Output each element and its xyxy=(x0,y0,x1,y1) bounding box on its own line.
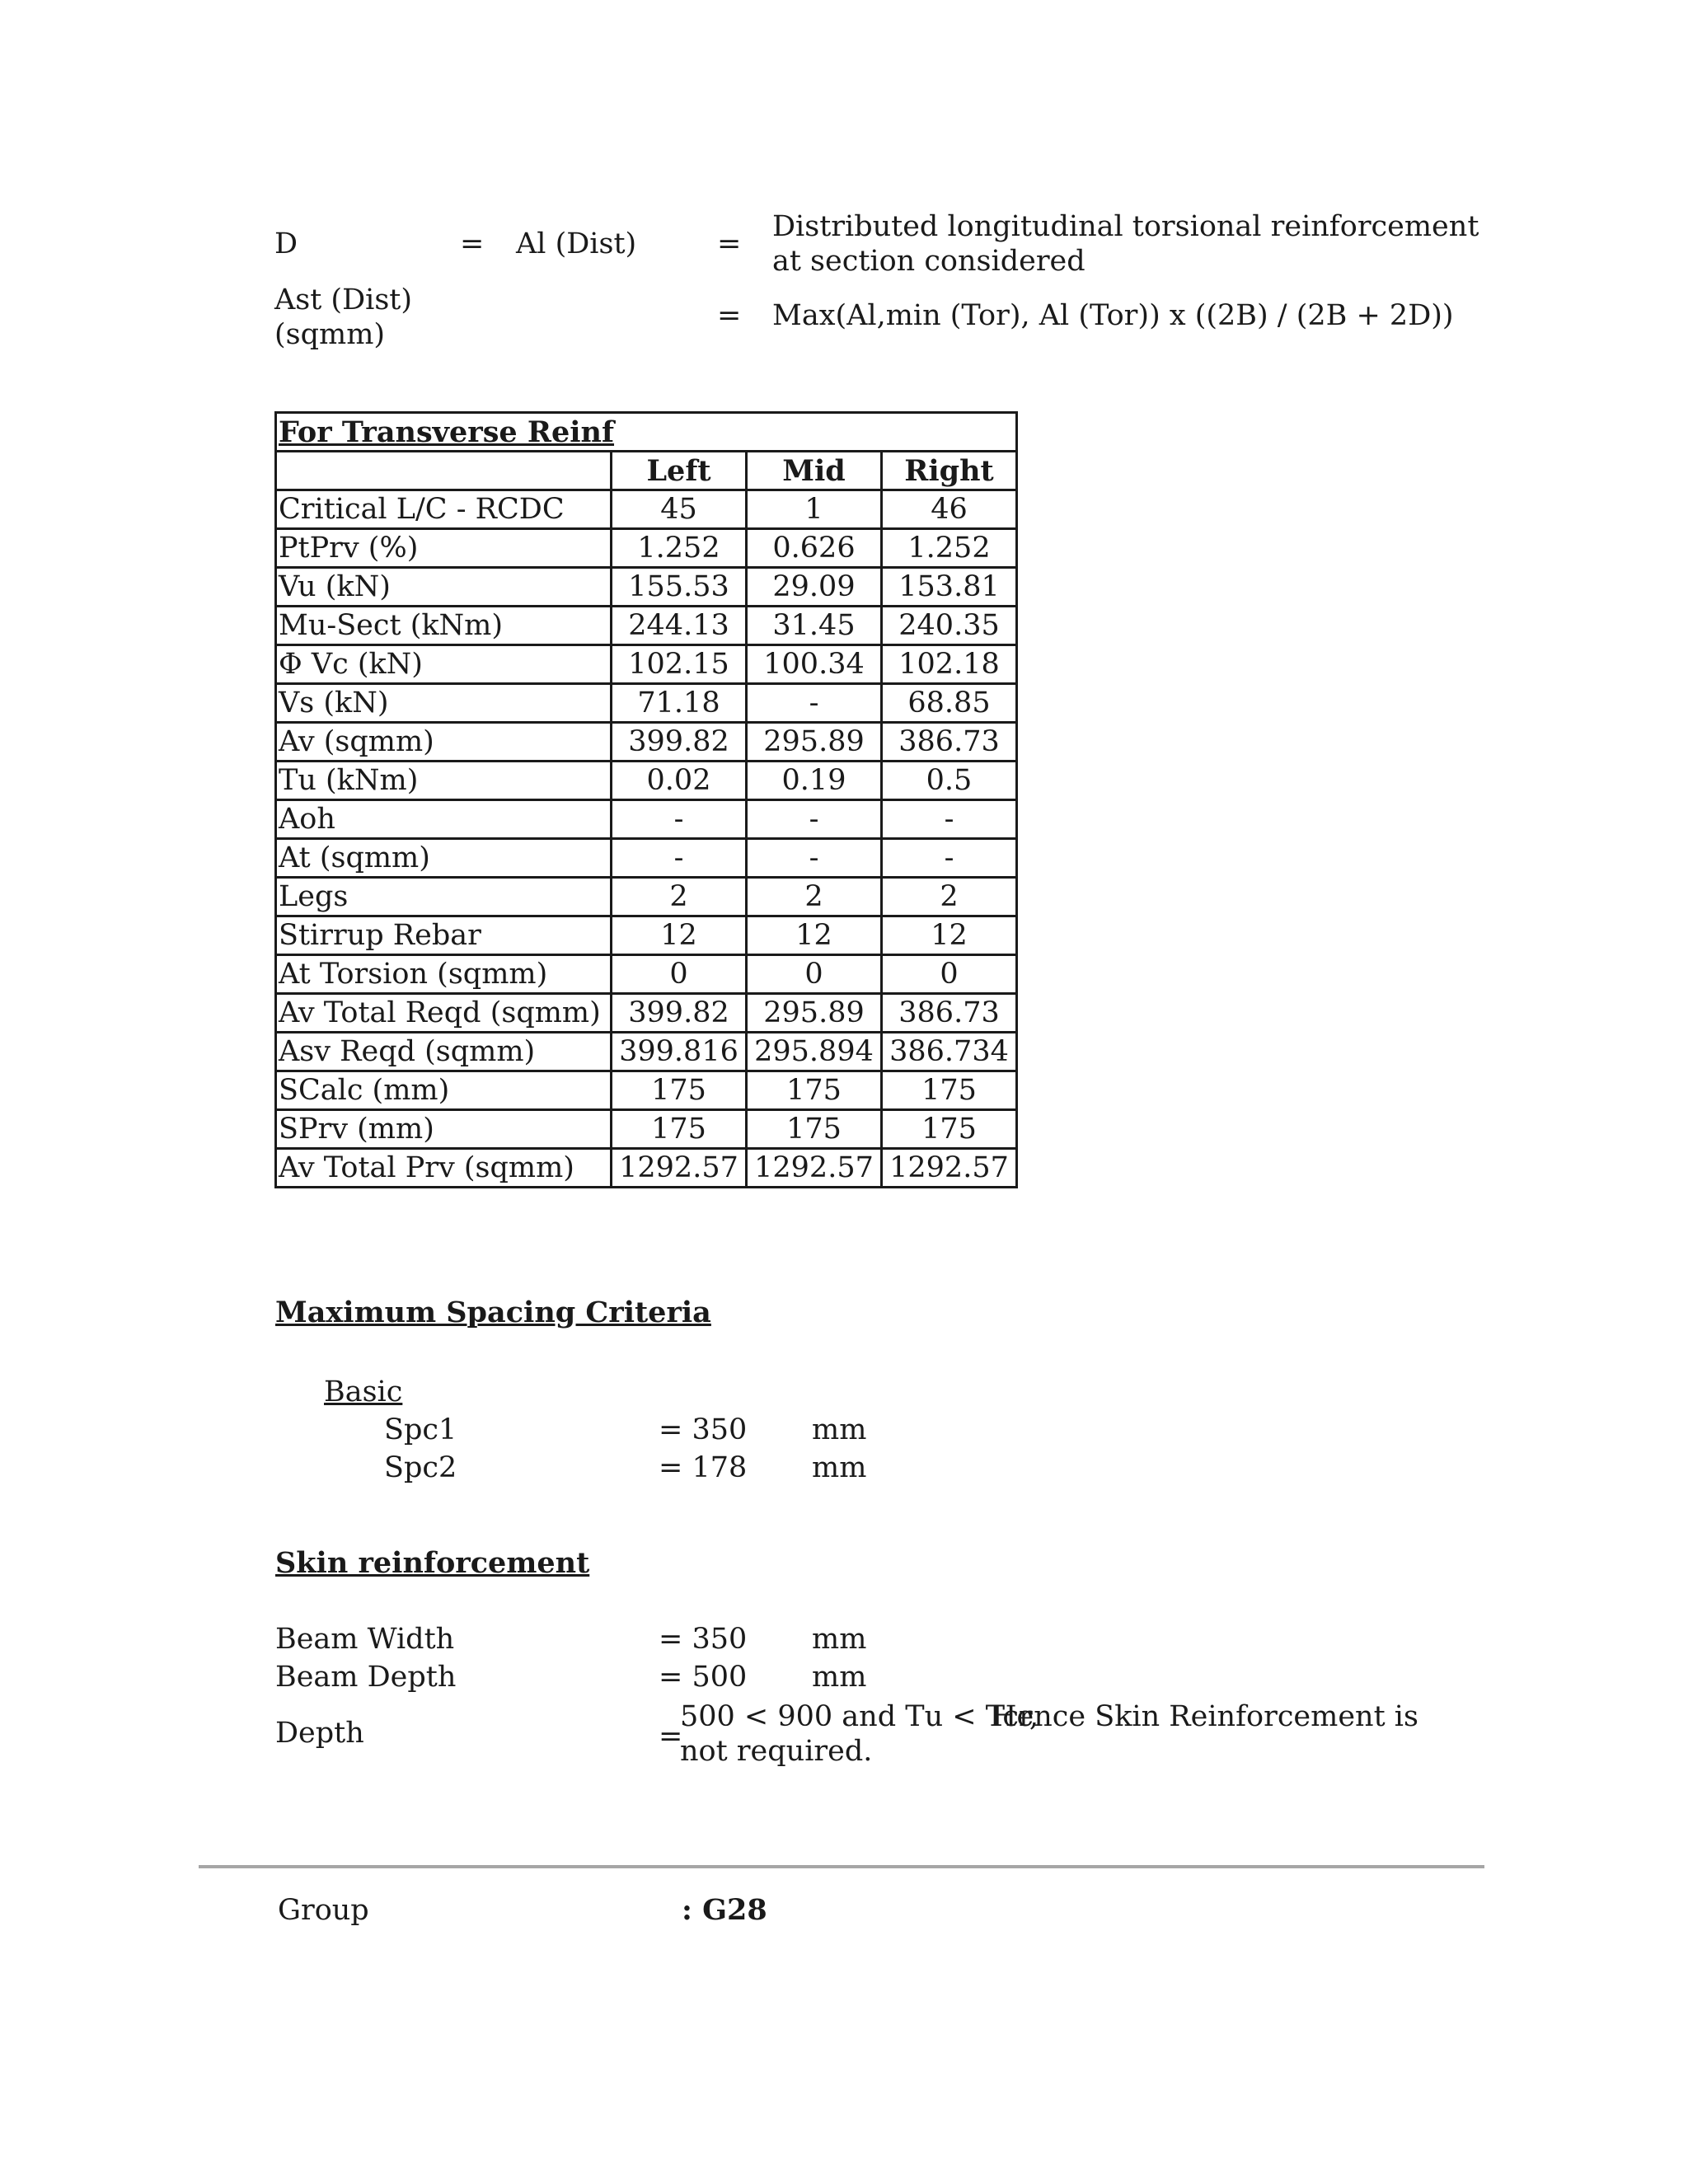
depth-label: Depth xyxy=(275,1717,364,1750)
beam-width-value: = 350 xyxy=(659,1623,748,1656)
row-label: Av Total Prv (sqmm) xyxy=(276,1149,612,1188)
cell-mid: 0.19 xyxy=(747,762,882,800)
cell-right: 12 xyxy=(882,916,1017,955)
cell-right: - xyxy=(882,839,1017,878)
def2-formula: Max(Al,min (Tor), Al (Tor)) x ((2B) / (2B + 2D)) xyxy=(772,299,1454,332)
table-row xyxy=(276,762,1017,800)
cell-right: - xyxy=(882,800,1017,839)
def-desc-line1: Distributed longitudinal torsional reinforcement xyxy=(772,210,1479,243)
cell-mid: - xyxy=(747,800,882,839)
table-row xyxy=(276,878,1017,916)
cell-mid: 31.45 xyxy=(747,607,882,645)
cell-mid: 0.626 xyxy=(747,529,882,568)
skin-heading: Skin reinforcement xyxy=(275,1546,590,1580)
spc2-unit: mm xyxy=(812,1451,867,1484)
depth-text-line1b: Hence Skin Reinforcement is xyxy=(992,1700,1418,1733)
cell-left: 2 xyxy=(612,878,747,916)
cell-left: 244.13 xyxy=(612,607,747,645)
cell-left: 45 xyxy=(612,490,747,529)
cell-left: - xyxy=(612,800,747,839)
cell-left: 399.816 xyxy=(612,1033,747,1071)
row-label: Av (sqmm) xyxy=(276,723,612,762)
cell-mid: 100.34 xyxy=(747,645,882,684)
cell-mid: 1 xyxy=(747,490,882,529)
cell-mid: 1292.57 xyxy=(747,1149,882,1188)
cell-left: 399.82 xyxy=(612,723,747,762)
cell-left: - xyxy=(612,839,747,878)
cell-left: 1292.57 xyxy=(612,1149,747,1188)
table-row xyxy=(276,994,1017,1033)
cell-mid: - xyxy=(747,684,882,723)
cell-right: 175 xyxy=(882,1071,1017,1110)
row-label: SCalc (mm) xyxy=(276,1071,612,1110)
def-label-d: D xyxy=(274,227,298,260)
row-label: Asv Reqd (sqmm) xyxy=(276,1033,612,1071)
beam-width-label: Beam Width xyxy=(275,1623,455,1656)
beam-depth-label: Beam Depth xyxy=(275,1661,457,1694)
transverse-reinf-table xyxy=(274,411,1018,1188)
footer-group-label: Group xyxy=(278,1894,369,1927)
table-row xyxy=(276,800,1017,839)
row-label: Vu (kN) xyxy=(276,568,612,607)
header-left: Left xyxy=(612,452,747,490)
spc1-label: Spc1 xyxy=(384,1413,457,1446)
table-header-row xyxy=(276,452,1017,490)
cell-right: 386.73 xyxy=(882,723,1017,762)
cell-mid: 29.09 xyxy=(747,568,882,607)
table-caption-row xyxy=(276,413,1017,452)
depth-eq: = xyxy=(659,1720,683,1753)
cell-right: 2 xyxy=(882,878,1017,916)
table-row xyxy=(276,490,1017,529)
def-desc-line2: at section considered xyxy=(772,245,1085,278)
cell-left: 0 xyxy=(612,955,747,994)
row-label: At Torsion (sqmm) xyxy=(276,955,612,994)
row-label: Stirrup Rebar xyxy=(276,916,612,955)
cell-right: 102.18 xyxy=(882,645,1017,684)
table-row xyxy=(276,529,1017,568)
depth-text-line2: not required. xyxy=(680,1735,873,1768)
cell-right: 175 xyxy=(882,1110,1017,1149)
def2-label-line1: Ast (Dist) xyxy=(274,284,413,316)
cell-right: 240.35 xyxy=(882,607,1017,645)
cell-right: 0.5 xyxy=(882,762,1017,800)
spc1-unit: mm xyxy=(812,1413,867,1446)
table-row xyxy=(276,684,1017,723)
table-row xyxy=(276,607,1017,645)
cell-right: 386.73 xyxy=(882,994,1017,1033)
header-mid: Mid xyxy=(747,452,882,490)
header-empty-cell xyxy=(276,452,612,490)
max-spacing-heading: Maximum Spacing Criteria xyxy=(275,1296,711,1329)
table-row xyxy=(276,645,1017,684)
table-row xyxy=(276,1149,1017,1188)
row-label: Critical L/C - RCDC xyxy=(276,490,612,529)
cell-right: 153.81 xyxy=(882,568,1017,607)
table-row xyxy=(276,723,1017,762)
cell-mid: - xyxy=(747,839,882,878)
def-term-al-dist: Al (Dist) xyxy=(516,227,637,260)
cell-mid: 12 xyxy=(747,916,882,955)
footer-divider xyxy=(199,1865,1484,1868)
cell-left: 1.252 xyxy=(612,529,747,568)
row-label: PtPrv (%) xyxy=(276,529,612,568)
table-row xyxy=(276,916,1017,955)
cell-right: 1292.57 xyxy=(882,1149,1017,1188)
table-row xyxy=(276,568,1017,607)
beam-width-unit: mm xyxy=(812,1623,867,1656)
spc1-value: = 350 xyxy=(659,1413,748,1446)
row-label: Legs xyxy=(276,878,612,916)
cell-left: 175 xyxy=(612,1071,747,1110)
row-label: Φ Vc (kN) xyxy=(276,645,612,684)
table-row xyxy=(276,955,1017,994)
table-title: For Transverse Reinf xyxy=(276,413,1017,452)
depth-text-line1: 500 < 900 and Tu < Tcr, xyxy=(680,1700,1039,1733)
row-label: At (sqmm) xyxy=(276,839,612,878)
cell-left: 0.02 xyxy=(612,762,747,800)
cell-mid: 175 xyxy=(747,1110,882,1149)
cell-right: 386.734 xyxy=(882,1033,1017,1071)
cell-right: 68.85 xyxy=(882,684,1017,723)
row-label: Tu (kNm) xyxy=(276,762,612,800)
cell-mid: 175 xyxy=(747,1071,882,1110)
table-row xyxy=(276,1110,1017,1149)
cell-left: 71.18 xyxy=(612,684,747,723)
table-row xyxy=(276,1033,1017,1071)
row-label: Vs (kN) xyxy=(276,684,612,723)
cell-mid: 2 xyxy=(747,878,882,916)
cell-left: 155.53 xyxy=(612,568,747,607)
basic-subheading: Basic xyxy=(324,1376,403,1408)
header-right: Right xyxy=(882,452,1017,490)
cell-mid: 0 xyxy=(747,955,882,994)
def2-label-line2: (sqmm) xyxy=(274,318,386,351)
cell-mid: 295.89 xyxy=(747,994,882,1033)
cell-left: 102.15 xyxy=(612,645,747,684)
cell-right: 1.252 xyxy=(882,529,1017,568)
row-label: SPrv (mm) xyxy=(276,1110,612,1149)
row-label: Mu-Sect (kNm) xyxy=(276,607,612,645)
beam-depth-value: = 500 xyxy=(659,1661,748,1694)
footer-group-value: : G28 xyxy=(682,1893,767,1927)
cell-mid: 295.89 xyxy=(747,723,882,762)
def-eq1: = xyxy=(460,227,485,260)
cell-left: 175 xyxy=(612,1110,747,1149)
cell-mid: 295.894 xyxy=(747,1033,882,1071)
def2-eq: = xyxy=(717,299,742,332)
cell-left: 399.82 xyxy=(612,994,747,1033)
def-eq2: = xyxy=(717,227,742,260)
cell-left: 12 xyxy=(612,916,747,955)
row-label: Av Total Reqd (sqmm) xyxy=(276,994,612,1033)
spc2-value: = 178 xyxy=(659,1451,748,1484)
cell-right: 0 xyxy=(882,955,1017,994)
table-row xyxy=(276,1071,1017,1110)
spc2-label: Spc2 xyxy=(384,1451,457,1484)
table-row xyxy=(276,839,1017,878)
cell-right: 46 xyxy=(882,490,1017,529)
beam-depth-unit: mm xyxy=(812,1661,867,1694)
row-label: Aoh xyxy=(276,800,612,839)
